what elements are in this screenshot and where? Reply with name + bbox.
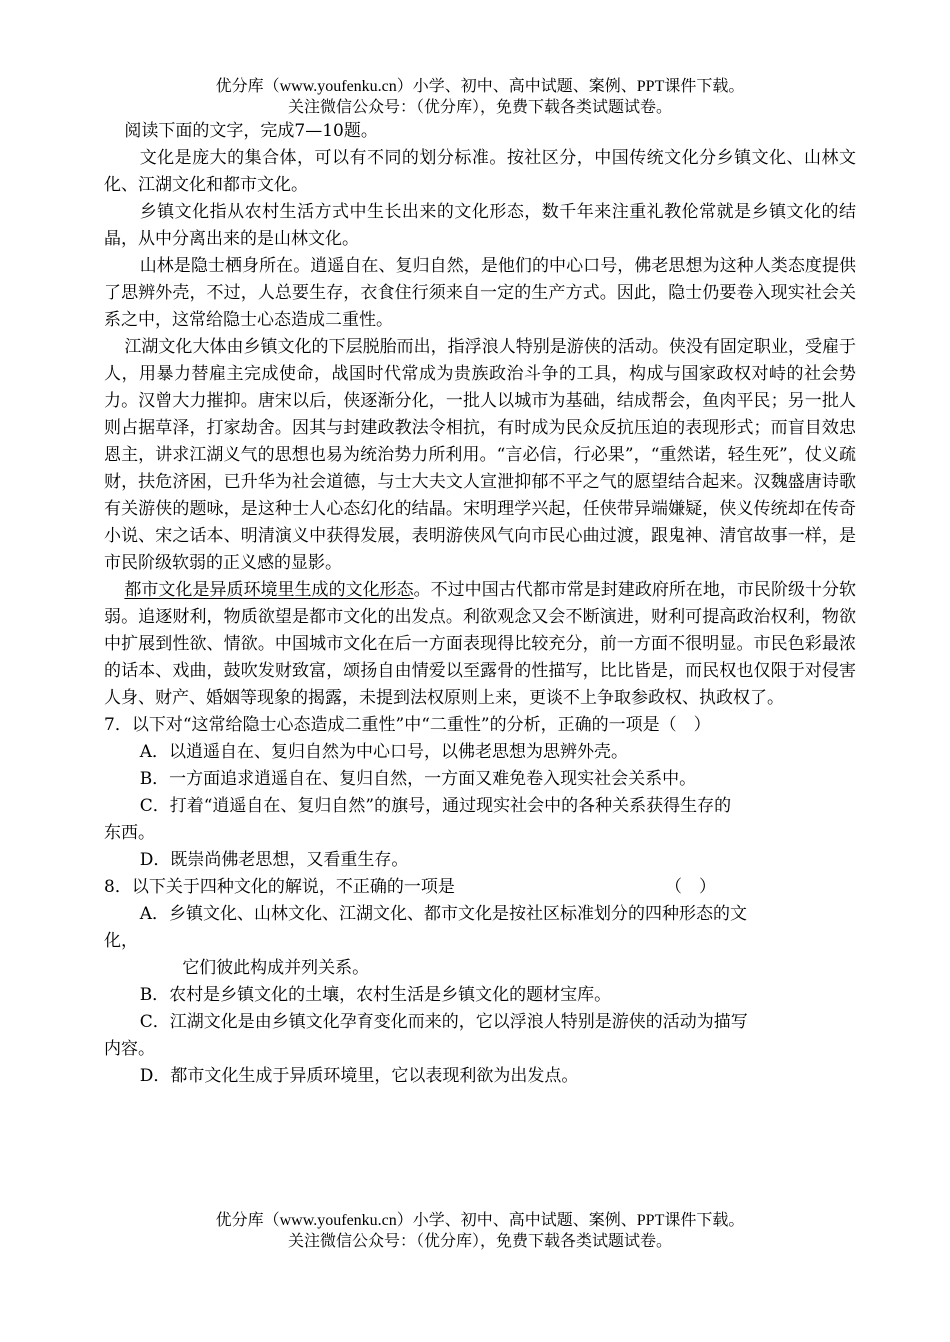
question-8-option-a: A．乡镇文化、山林文化、江湖文化、都市文化是按社区标准划分的四种形态的文 xyxy=(139,904,747,924)
paragraph-1: 文化是庞大的集合体，可以有不同的划分标准。按社区分，中国传统文化分乡镇文化、山林文化、江湖文化和都市文化。 xyxy=(104,148,856,195)
question-8 xyxy=(104,874,856,1090)
question-7-stem: 7．以下对“这常给隐士心态造成二重性”中“二重性”的分析，正确的一项是（ ） xyxy=(104,715,711,735)
paragraph-3: 山林是隐士栖身所在。逍遥自在、复归自然，是他们的中心口号，佛老思想为这种人类态度提供了思辨外壳，不过，人总要生存，衣食住行须来自一定的生产方式。因此，隐士仍要卷入现实社会关系之中，这常给隐士心态造成二重性。 xyxy=(104,256,856,330)
question-8-option-c-cont: 内容。 xyxy=(104,1039,155,1059)
paragraph-5 xyxy=(104,577,856,712)
question-8-option-c: C．江湖文化是由乡镇文化孕育变化而来的，它以浮浪人特别是游侠的活动为描写 xyxy=(139,1012,748,1032)
question-8-stem-line xyxy=(104,874,856,901)
question-8-option-a-sub: 它们彼此构成并列关系。 xyxy=(182,958,370,978)
paragraph-2: 乡镇文化指从农村生活方式中生长出来的文化形态，数千年来注重礼教伦常就是乡镇文化的结晶，从中分离出来的是山林文化。 xyxy=(104,202,856,249)
paragraph-4: 江湖文化大体由乡镇文化的下层脱胎而出，指浮浪人特别是游侠的活动。侠没有固定职业，受雇于人，用暴力替雇主完成使命，战国时代常成为贵族政治斗争的工具，构成与国家政权对峙的社会势力。汉曾大力摧抑。唐宋以后，侠逐渐分化，一批人以城市为基础，结成帮会，鱼肉平民；另一批人则占据草泽，打家劫舍。因其与封建政教法令相抗，有时成为民众反抗压迫的表现形式；而盲目效忠恩主，讲求江湖义气的思想也易为统治势力所利用。“言必信，行必果”，“重然诺，轻生死”，仗义疏财，扶危济困，已升华为社会道德，与士大夫文人宣泄抑郁不平之气的愿望结合起来。汉魏盛唐诗歌有关游侠的题咏，是这种士人心态幻化的结晶。宋明理学兴起，任侠带异端嫌疑，侠义传统却在传奇小说、宋之话本、明清演义中获得发展，表明游侠风气向市民心曲过渡，跟鬼神、清官故事一样，是市民阶级软弱的正义感的显影。 xyxy=(104,337,856,573)
question-7-option-b: B．一方面追求逍遥自在、复归自然，一方面又难免卷入现实社会关系中。 xyxy=(139,769,697,789)
question-8-option-b: B．农村是乡镇文化的土壤，农村生活是乡镇文化的题材宝库。 xyxy=(139,985,612,1005)
article xyxy=(104,118,856,1090)
document-page xyxy=(104,76,856,1090)
header-line-2: 关注微信公众号：（优分库），免费下载各类试题试卷。 xyxy=(287,99,672,116)
question-7 xyxy=(104,712,856,874)
answer-parenthesis: （ ） xyxy=(665,877,716,897)
footer-line-1: 优分库（www.youfenku.cn）小学、初中、高中试题、案例、PPT课件下载。 xyxy=(215,1212,745,1229)
header-line-1: 优分库（www.youfenku.cn）小学、初中、高中试题、案例、PPT课件下载。 xyxy=(215,78,745,95)
question-7-option-a: A．以逍遥自在、复归自然为中心口号，以佛老思想为思辨外壳。 xyxy=(139,742,628,762)
question-8-stem: 8．以下关于四种文化的解说，不正确的一项是 xyxy=(104,877,455,897)
footer-line-2: 关注微信公众号：（优分库），免费下载各类试题试卷。 xyxy=(287,1233,672,1250)
instruction: 阅读下面的文字，完成7—10题。 xyxy=(124,121,378,141)
question-7-option-c-cont: 东西。 xyxy=(104,823,155,843)
question-7-option-c: C．打着“逍遥自在、复归自然”的旗号，通过现实社会中的各种关系获得生存的 xyxy=(139,796,732,816)
underlined-sentence: 都市文化是异质环境里生成的文化形态 xyxy=(124,580,414,600)
footer xyxy=(104,1210,856,1252)
paragraph-5-rest: 。不过中国古代都市常是封建政府所在地，市民阶级十分软弱。追逐财利，物质欲望是都市文化的出发点。利欲观念又会不断演进，财利可提高政治权利，物欲中扩展到性欲、情欲。中国城市文化在后一方面表现得比较充分，前一方面不很明显。市民色彩最浓的话本、戏曲，鼓吹发财致富，颂扬自由情爱以至露骨的性描写，比比皆是，而民权也仅限于对侵害人身、财产、婚姻等现象的揭露，未提到法权原则上来，更谈不上争取参政权、执政权了。 xyxy=(104,580,857,708)
question-8-option-a-cont: 化， xyxy=(104,931,138,951)
header xyxy=(104,76,856,118)
question-7-option-d: D．既崇尚佛老思想，又看重生存。 xyxy=(139,850,409,870)
question-8-option-d: D．都市文化生成于异质环境里，它以表现利欲为出发点。 xyxy=(139,1066,579,1086)
